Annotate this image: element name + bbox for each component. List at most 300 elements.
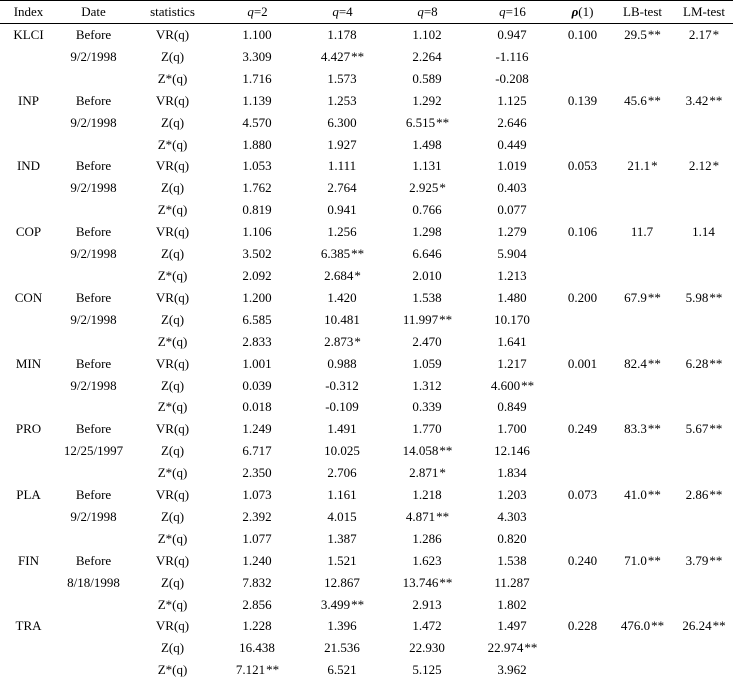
value: 1.077 bbox=[242, 530, 272, 546]
significance-marker bbox=[527, 597, 528, 612]
value: 0.819 bbox=[242, 202, 272, 218]
value-cell-q16 bbox=[470, 484, 555, 506]
value-cell-q16 bbox=[470, 418, 555, 440]
value: 0.039 bbox=[242, 377, 272, 393]
value: 1.001 bbox=[242, 355, 272, 371]
significance-marker bbox=[442, 399, 443, 414]
value-cell-q4 bbox=[300, 68, 385, 90]
significance-marker bbox=[530, 443, 531, 458]
rho-cell bbox=[555, 68, 610, 90]
value: 4.303 bbox=[497, 508, 527, 524]
value-cell-q4 bbox=[300, 221, 385, 243]
value-cell-q8 bbox=[385, 396, 470, 418]
value: 1.100 bbox=[242, 27, 272, 42]
value: 71.0 bbox=[624, 552, 647, 568]
value: 21.1 bbox=[627, 158, 651, 174]
lb-test-cell bbox=[610, 221, 675, 243]
statistic-cell: VR(q) bbox=[155, 224, 190, 240]
value: 1.802 bbox=[497, 596, 527, 612]
lm-test-cell bbox=[675, 396, 733, 418]
value: 1.217 bbox=[497, 355, 527, 371]
value: 6.521 bbox=[327, 662, 357, 678]
value: 0.449 bbox=[497, 136, 527, 152]
value: 16.438 bbox=[239, 640, 275, 656]
significance-marker bbox=[360, 443, 361, 458]
significance-marker bbox=[357, 465, 358, 480]
header-q16-var: q bbox=[499, 4, 506, 19]
lm-test-cell bbox=[675, 155, 733, 177]
lb-test-cell bbox=[610, 550, 675, 572]
significance-marker bbox=[653, 224, 654, 239]
significance-marker bbox=[272, 268, 273, 283]
value-cell-q8 bbox=[385, 353, 470, 375]
lb-test-cell bbox=[610, 287, 675, 309]
value-cell-q16 bbox=[470, 287, 555, 309]
significance-marker bbox=[272, 575, 273, 590]
value: 4.427 bbox=[320, 48, 351, 64]
value-cell-q16 bbox=[470, 396, 555, 418]
significance-marker bbox=[442, 334, 443, 349]
lm-test-cell bbox=[675, 484, 733, 506]
lb-test-cell bbox=[610, 177, 675, 199]
value: 1.106 bbox=[242, 224, 272, 240]
lb-test-cell bbox=[610, 265, 675, 287]
lm-test-cell bbox=[675, 46, 733, 68]
lm-test-cell bbox=[675, 287, 733, 309]
lb-test-cell bbox=[610, 155, 675, 177]
value-cell-q16 bbox=[470, 68, 555, 90]
date-cell: 9/2/1998 bbox=[70, 114, 117, 130]
significance-marker bbox=[360, 640, 361, 655]
value-cell-q4 bbox=[300, 375, 385, 397]
value-cell-q4 bbox=[300, 112, 385, 134]
significance-marker: * bbox=[439, 465, 446, 481]
table-row bbox=[0, 287, 733, 309]
value-cell-q8 bbox=[385, 90, 470, 112]
value-cell-q2 bbox=[215, 615, 300, 637]
value-cell-q4 bbox=[300, 550, 385, 572]
value-cell-q4 bbox=[300, 265, 385, 287]
lb-test-cell bbox=[610, 396, 675, 418]
lb-test-cell bbox=[610, 112, 675, 134]
significance-marker: * bbox=[439, 180, 446, 196]
value-cell-q8 bbox=[385, 331, 470, 353]
significance-marker bbox=[442, 202, 443, 217]
lm-test-cell bbox=[675, 199, 733, 221]
value: 7.121 bbox=[235, 662, 266, 678]
significance-marker bbox=[357, 662, 358, 677]
significance-marker: ** bbox=[647, 355, 661, 371]
index-cell bbox=[0, 243, 57, 265]
value-cell-q16 bbox=[470, 112, 555, 134]
lm-test-cell bbox=[675, 353, 733, 375]
value: 6.717 bbox=[242, 443, 272, 459]
statistic-cell: VR(q) bbox=[155, 355, 190, 371]
significance-marker bbox=[527, 553, 528, 568]
value-cell-q8 bbox=[385, 112, 470, 134]
index-cell: PRO bbox=[15, 421, 42, 437]
lb-test-cell bbox=[610, 506, 675, 528]
rho-cell: 0.240 bbox=[567, 552, 598, 568]
value-cell-q2 bbox=[215, 221, 300, 243]
table-row bbox=[0, 24, 733, 46]
value: 6.646 bbox=[412, 246, 442, 262]
value-cell-q2 bbox=[215, 309, 300, 331]
significance-marker bbox=[272, 246, 273, 261]
table-row bbox=[0, 46, 733, 68]
value: 2.392 bbox=[242, 508, 272, 524]
value-cell-q8 bbox=[385, 309, 470, 331]
significance-marker: ** bbox=[647, 421, 661, 437]
value-cell-q16 bbox=[470, 309, 555, 331]
lb-test-cell bbox=[610, 418, 675, 440]
value: 6.300 bbox=[327, 114, 357, 130]
table-row bbox=[0, 440, 733, 462]
lb-test-cell bbox=[610, 484, 675, 506]
index-cell: FIN bbox=[18, 552, 39, 568]
index-cell bbox=[0, 46, 57, 68]
rho-cell bbox=[555, 46, 610, 68]
table-row bbox=[0, 484, 733, 506]
statistic-cell: VR(q) bbox=[155, 289, 190, 305]
lb-test-cell bbox=[610, 90, 675, 112]
value: 2.764 bbox=[327, 180, 357, 196]
rho-cell bbox=[555, 659, 610, 681]
significance-marker bbox=[357, 93, 358, 108]
value: -0.109 bbox=[325, 399, 359, 415]
value-cell-q8 bbox=[385, 659, 470, 681]
rho-cell: 0.001 bbox=[567, 355, 598, 371]
header-q16-value: =16 bbox=[505, 4, 526, 19]
value: 0.766 bbox=[412, 202, 442, 218]
value-cell-q16 bbox=[470, 550, 555, 572]
significance-marker bbox=[527, 27, 528, 42]
value-cell-q8 bbox=[385, 528, 470, 550]
index-cell bbox=[0, 112, 57, 134]
significance-marker bbox=[272, 224, 273, 239]
value: 6.585 bbox=[242, 311, 272, 327]
date-cell bbox=[57, 615, 130, 637]
header-q8-value: =8 bbox=[423, 4, 438, 19]
statistic-cell: VR(q) bbox=[155, 552, 190, 568]
statistic-cell: Z*(q) bbox=[157, 136, 188, 152]
value-cell-q16 bbox=[470, 659, 555, 681]
lm-test-cell bbox=[675, 221, 733, 243]
significance-marker bbox=[357, 180, 358, 195]
value-cell-q8 bbox=[385, 506, 470, 528]
table-row bbox=[0, 396, 733, 418]
value-cell-q2 bbox=[215, 68, 300, 90]
value-cell-q4 bbox=[300, 309, 385, 331]
rho-cell: 0.073 bbox=[567, 487, 598, 503]
significance-marker bbox=[527, 334, 528, 349]
significance-marker: * bbox=[712, 158, 720, 174]
value: 1.053 bbox=[242, 158, 272, 174]
statistic-cell: VR(q) bbox=[155, 158, 190, 174]
table-row bbox=[0, 221, 733, 243]
value-cell-q2 bbox=[215, 287, 300, 309]
significance-marker bbox=[357, 421, 358, 436]
lb-test-cell bbox=[610, 46, 675, 68]
value: 0.339 bbox=[412, 399, 442, 415]
significance-marker bbox=[272, 334, 273, 349]
table-body bbox=[0, 24, 733, 682]
date-cell: Before bbox=[75, 92, 112, 108]
index-cell bbox=[0, 594, 57, 616]
significance-marker bbox=[527, 465, 528, 480]
lb-test-cell bbox=[610, 659, 675, 681]
lm-test-cell bbox=[675, 375, 733, 397]
header-row bbox=[0, 1, 733, 24]
value-cell-q2 bbox=[215, 550, 300, 572]
value: 1.019 bbox=[497, 158, 527, 174]
significance-marker bbox=[442, 553, 443, 568]
value: 1.770 bbox=[412, 421, 442, 437]
value: 4.600 bbox=[490, 377, 521, 393]
lb-test-cell bbox=[610, 24, 675, 46]
significance-marker: ** bbox=[647, 92, 661, 108]
lb-test-cell bbox=[610, 615, 675, 637]
value-cell-q8 bbox=[385, 199, 470, 221]
value-cell-q4 bbox=[300, 90, 385, 112]
significance-marker bbox=[272, 180, 273, 195]
table-row bbox=[0, 353, 733, 375]
date-cell: 8/18/1998 bbox=[67, 574, 120, 590]
significance-marker bbox=[272, 421, 273, 436]
value-cell-q4 bbox=[300, 572, 385, 594]
value-cell-q2 bbox=[215, 594, 300, 616]
value: 1.927 bbox=[327, 136, 357, 152]
value: 1.228 bbox=[242, 618, 272, 634]
header-q8 bbox=[385, 1, 470, 24]
statistic-cell: Z(q) bbox=[160, 443, 185, 459]
value: 1.700 bbox=[497, 421, 527, 437]
value: 3.42 bbox=[685, 92, 709, 108]
index-cell bbox=[0, 177, 57, 199]
value: 2.86 bbox=[685, 487, 709, 503]
date-cell: Before bbox=[75, 224, 112, 240]
lm-test-cell bbox=[675, 615, 733, 637]
significance-marker bbox=[529, 71, 530, 86]
value-cell-q2 bbox=[215, 265, 300, 287]
statistic-cell: VR(q) bbox=[155, 421, 190, 437]
lm-test-cell bbox=[675, 309, 733, 331]
statistic-cell: Z(q) bbox=[160, 114, 185, 130]
value: 3.502 bbox=[242, 246, 272, 262]
significance-marker bbox=[272, 312, 273, 327]
value-cell-q8 bbox=[385, 243, 470, 265]
lb-test-cell bbox=[610, 331, 675, 353]
value: 67.9 bbox=[624, 289, 647, 305]
date-cell: Before bbox=[75, 421, 112, 437]
value-cell-q2 bbox=[215, 46, 300, 68]
value: 6.515 bbox=[405, 114, 436, 130]
value-cell-q4 bbox=[300, 177, 385, 199]
value-cell-q2 bbox=[215, 440, 300, 462]
significance-marker bbox=[272, 378, 273, 393]
rho-cell bbox=[555, 637, 610, 659]
statistic-cell: Z*(q) bbox=[157, 333, 188, 349]
value-cell-q8 bbox=[385, 177, 470, 199]
lm-test-cell bbox=[675, 637, 733, 659]
significance-marker bbox=[442, 49, 443, 64]
rho-cell: 0.228 bbox=[567, 618, 598, 634]
significance-marker bbox=[715, 224, 716, 239]
index-cell bbox=[0, 506, 57, 528]
significance-marker bbox=[356, 158, 357, 173]
lm-test-cell bbox=[675, 68, 733, 90]
value-cell-q4 bbox=[300, 353, 385, 375]
significance-marker bbox=[529, 49, 530, 64]
significance-marker: * bbox=[712, 27, 720, 42]
value: 1.472 bbox=[412, 618, 442, 634]
significance-marker bbox=[272, 27, 273, 42]
index-cell bbox=[0, 375, 57, 397]
significance-marker bbox=[527, 662, 528, 677]
value-cell-q2 bbox=[215, 506, 300, 528]
index-cell bbox=[0, 440, 57, 462]
rho-cell bbox=[555, 440, 610, 462]
value: 2.706 bbox=[327, 465, 357, 481]
value-cell-q4 bbox=[300, 528, 385, 550]
lb-test-cell bbox=[610, 243, 675, 265]
value-cell-q16 bbox=[470, 177, 555, 199]
value-cell-q8 bbox=[385, 375, 470, 397]
statistic-cell: Z(q) bbox=[160, 246, 185, 262]
value-cell-q2 bbox=[215, 375, 300, 397]
table-row bbox=[0, 659, 733, 681]
lm-test-cell bbox=[675, 594, 733, 616]
index-cell: KLCI bbox=[13, 27, 44, 42]
significance-marker bbox=[360, 312, 361, 327]
table-row bbox=[0, 594, 733, 616]
significance-marker bbox=[272, 356, 273, 371]
significance-marker bbox=[272, 618, 273, 633]
value: 1.573 bbox=[327, 70, 357, 86]
statistic-cell: VR(q) bbox=[155, 618, 190, 634]
significance-marker bbox=[442, 290, 443, 305]
significance-marker bbox=[275, 640, 276, 655]
date-cell bbox=[57, 528, 130, 550]
value: 0.077 bbox=[497, 202, 527, 218]
value: 1.497 bbox=[497, 618, 527, 634]
value-cell-q16 bbox=[470, 221, 555, 243]
significance-marker bbox=[357, 224, 358, 239]
value: 11.287 bbox=[494, 574, 530, 590]
significance-marker: ** bbox=[351, 48, 365, 64]
value: 0.988 bbox=[327, 355, 357, 371]
date-cell: 9/2/1998 bbox=[70, 246, 117, 262]
value-cell-q16 bbox=[470, 155, 555, 177]
significance-marker bbox=[272, 399, 273, 414]
table-row bbox=[0, 462, 733, 484]
index-cell bbox=[0, 199, 57, 221]
header-q8-var: q bbox=[417, 4, 424, 19]
value: 1.538 bbox=[412, 289, 442, 305]
index-cell bbox=[0, 265, 57, 287]
table-row bbox=[0, 528, 733, 550]
value-cell-q2 bbox=[215, 90, 300, 112]
value-cell-q16 bbox=[470, 24, 555, 46]
header-lb-test: LB-test bbox=[610, 1, 675, 24]
value: 0.947 bbox=[497, 27, 527, 42]
header-rho-lag: (1) bbox=[578, 4, 594, 19]
header-rho-symbol: ρ bbox=[571, 4, 579, 19]
value: 0.018 bbox=[242, 399, 272, 415]
lb-test-cell bbox=[610, 528, 675, 550]
lb-test-cell bbox=[610, 375, 675, 397]
significance-marker bbox=[357, 553, 358, 568]
significance-marker bbox=[442, 27, 443, 42]
value: 29.5 bbox=[624, 27, 647, 42]
value-cell-q4 bbox=[300, 484, 385, 506]
value-cell-q8 bbox=[385, 68, 470, 90]
value: 1.396 bbox=[327, 618, 357, 634]
index-cell bbox=[0, 68, 57, 90]
value-cell-q8 bbox=[385, 418, 470, 440]
index-cell: CON bbox=[14, 289, 43, 305]
value: 1.834 bbox=[497, 465, 527, 481]
significance-marker: * bbox=[354, 267, 361, 283]
date-cell bbox=[57, 637, 130, 659]
significance-marker: ** bbox=[709, 487, 723, 503]
value: 26.24 bbox=[682, 618, 712, 634]
index-cell bbox=[0, 528, 57, 550]
value-cell-q16 bbox=[470, 243, 555, 265]
value: 12.867 bbox=[324, 574, 360, 590]
lm-test-cell bbox=[675, 243, 733, 265]
significance-marker bbox=[272, 290, 273, 305]
table-row bbox=[0, 134, 733, 156]
value-cell-q8 bbox=[385, 24, 470, 46]
significance-marker bbox=[530, 575, 531, 590]
table-row bbox=[0, 418, 733, 440]
value-cell-q2 bbox=[215, 243, 300, 265]
significance-marker bbox=[527, 509, 528, 524]
value-cell-q4 bbox=[300, 287, 385, 309]
value: 10.025 bbox=[324, 443, 360, 459]
lm-test-cell bbox=[675, 418, 733, 440]
index-cell: TRA bbox=[15, 618, 42, 634]
lb-test-cell bbox=[610, 353, 675, 375]
significance-marker bbox=[272, 443, 273, 458]
significance-marker bbox=[445, 640, 446, 655]
rho-cell bbox=[555, 134, 610, 156]
date-cell bbox=[57, 265, 130, 287]
value: 1.387 bbox=[327, 530, 357, 546]
significance-marker bbox=[527, 93, 528, 108]
value: 1.240 bbox=[242, 552, 272, 568]
significance-marker: ** bbox=[524, 640, 538, 656]
value: 1.256 bbox=[327, 224, 357, 240]
table-row bbox=[0, 637, 733, 659]
significance-marker bbox=[359, 399, 360, 414]
lm-test-cell bbox=[675, 112, 733, 134]
rho-cell: 0.106 bbox=[567, 224, 598, 240]
value-cell-q16 bbox=[470, 134, 555, 156]
value-cell-q16 bbox=[470, 594, 555, 616]
table-row bbox=[0, 199, 733, 221]
statistic-cell: Z(q) bbox=[160, 180, 185, 196]
value: 1.161 bbox=[327, 487, 357, 503]
table-row bbox=[0, 68, 733, 90]
significance-marker: ** bbox=[439, 311, 453, 327]
lm-test-cell bbox=[675, 331, 733, 353]
significance-marker bbox=[442, 421, 443, 436]
significance-marker bbox=[272, 115, 273, 130]
value-cell-q2 bbox=[215, 24, 300, 46]
value-cell-q4 bbox=[300, 46, 385, 68]
